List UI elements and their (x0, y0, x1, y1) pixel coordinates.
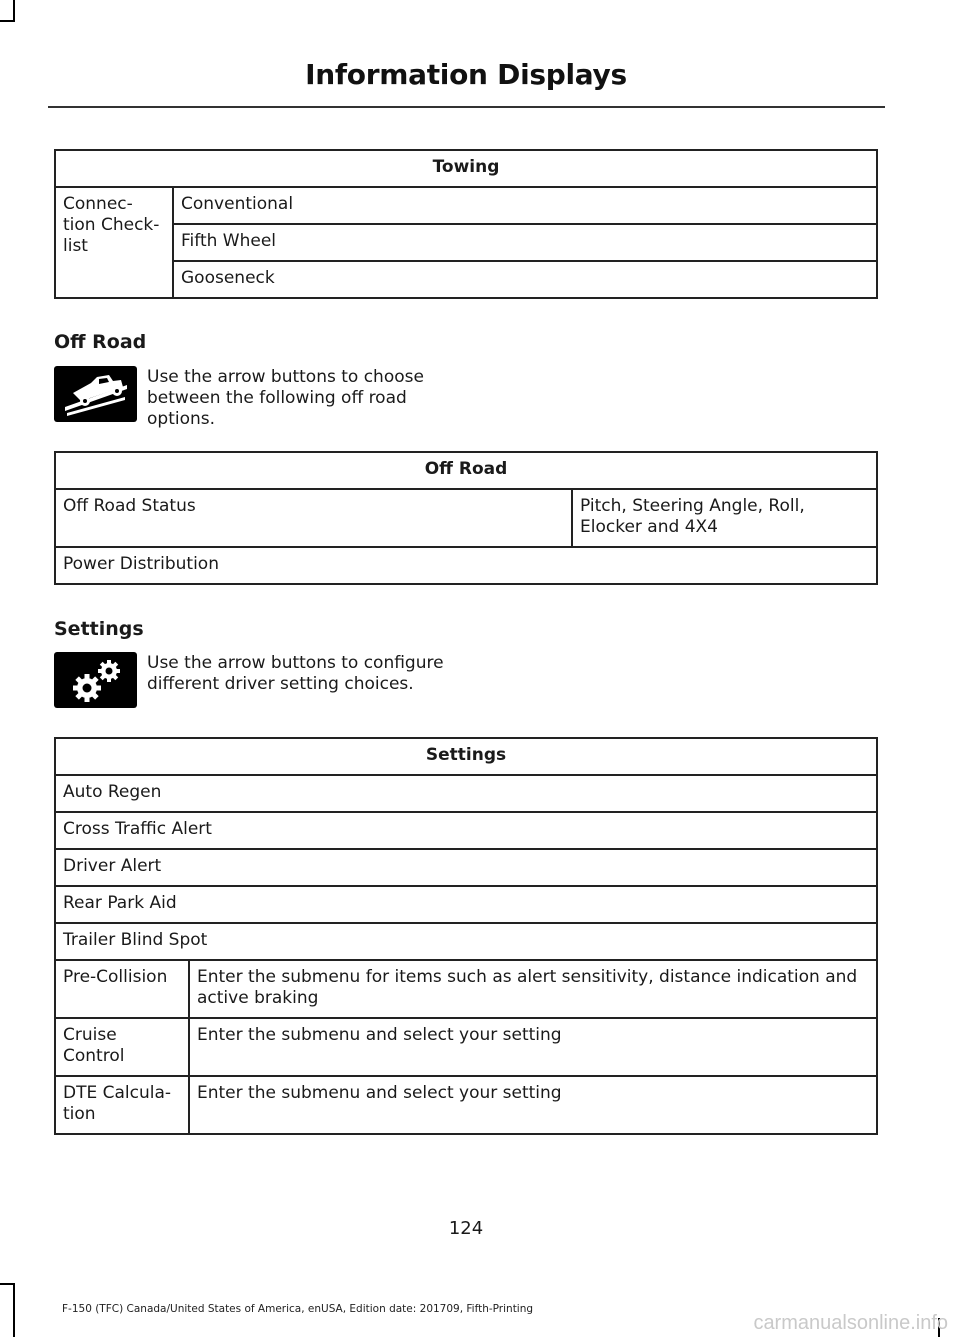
settings-row: Driver Alert (55, 849, 877, 886)
page-title: Information Displays (305, 58, 627, 91)
footer-edition-info: F-150 (TFC) Canada/United States of America, enUSA, Edition date: 201709, Fifth-Printing (62, 1303, 534, 1315)
off-road-heading: Off Road (54, 331, 147, 353)
settings-row: Cross Traffic Alert (55, 812, 877, 849)
settings-description: Use the arrow buttons to configure different driver setting choices. (147, 653, 444, 694)
off-road-table-title: Off Road (55, 452, 877, 489)
towing-option: Conventional (173, 187, 877, 224)
settings-table (54, 737, 878, 1135)
off-road-row-label: Off Road Status (55, 489, 572, 547)
header-divider (48, 106, 885, 108)
crop-mark (13, 1283, 15, 1337)
settings-row-value: Enter the submenu and select your setting (189, 1076, 877, 1134)
settings-heading: Settings (54, 618, 144, 640)
gears-icon-graphic (63, 655, 129, 705)
towing-table-title: Towing (55, 150, 877, 187)
towing-table (54, 149, 878, 299)
crop-mark (13, 0, 15, 22)
settings-row: Auto Regen (55, 775, 877, 812)
towing-option: Fifth Wheel (173, 224, 877, 261)
towing-option: Gooseneck (173, 261, 877, 298)
off-road-table (54, 451, 878, 585)
settings-row-value: Enter the submenu and select your setting (189, 1018, 877, 1076)
settings-row-label: DTE Calcula-tion (55, 1076, 189, 1134)
gears-icon (54, 652, 137, 708)
off-road-row-label: Power Distribution (55, 547, 877, 584)
off-road-row-value: Pitch, Steering Angle, Roll, Elocker and 4X4 (572, 489, 877, 547)
settings-table-title: Settings (55, 738, 877, 775)
page-number: 124 (448, 1218, 484, 1239)
settings-row: Trailer Blind Spot (55, 923, 877, 960)
watermark: carmanualsonline.info (753, 1312, 948, 1334)
settings-row-value: Enter the submenu for items such as alert sensitivity, distance indication and active braking (189, 960, 877, 1018)
settings-row-label: Cruise Control (55, 1018, 189, 1076)
connection-checklist-label: Connec-tion Check-list (55, 187, 173, 298)
settings-row: Rear Park Aid (55, 886, 877, 923)
off-road-truck-icon (54, 366, 137, 422)
off-road-description: Use the arrow buttons to choose between the following off road options. (147, 367, 424, 429)
crop-mark (0, 1283, 15, 1285)
off-road-truck-icon-graphic (61, 371, 131, 417)
settings-row-label: Pre-Collision (55, 960, 189, 1018)
crop-mark (0, 20, 15, 22)
